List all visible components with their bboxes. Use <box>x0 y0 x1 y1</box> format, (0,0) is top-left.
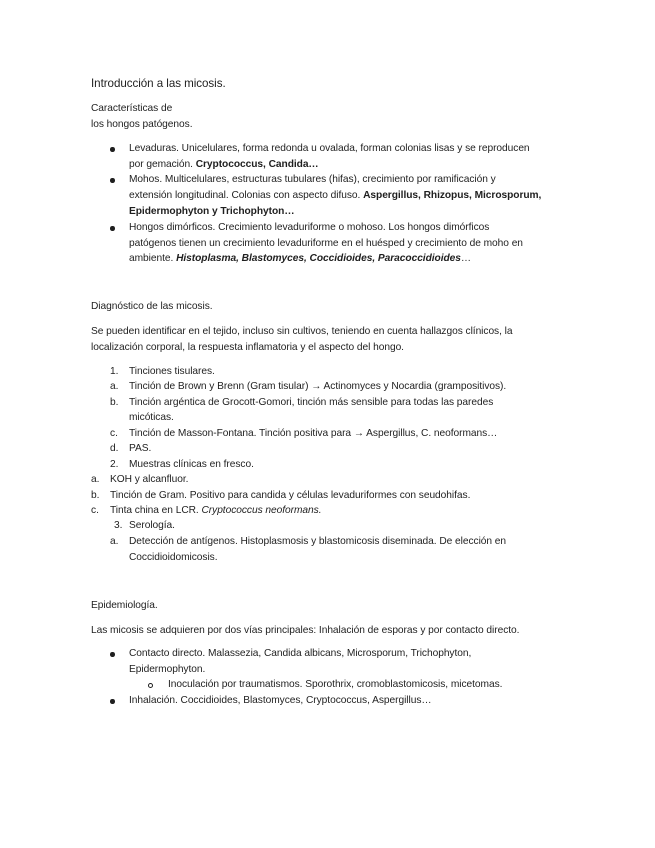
list-marker: 1. <box>110 366 119 377</box>
list-marker: 3. <box>114 520 123 531</box>
list-marker: 2. <box>110 459 119 470</box>
section-heading-characteristics-line2: los hongos patógenos. <box>91 119 193 130</box>
bullet-icon <box>110 699 115 704</box>
list-marker: a. <box>91 474 100 485</box>
list-item: PAS. <box>129 443 152 454</box>
list-marker: c. <box>91 505 99 516</box>
bullet-icon <box>110 147 115 152</box>
paragraph-epidemiology-intro: Las micosis se adquieren por dos vías principales: Inhalación de esporas y por contacto directo. <box>91 625 520 636</box>
list-item-contact-line2: Epidermophyton. <box>129 664 206 675</box>
list-item-dimorficos-line3: ambiente. Histoplasma, Blastomyces, Coccidioides, Paracoccidioides… <box>129 253 472 264</box>
list-item-dimorficos-line2: patógenos tienen un crecimiento levaduriforme en el huésped y crecimiento de moho en <box>129 238 523 249</box>
list-item: Tinción de Masson-Fontana. Tinción positiva para → Aspergillus, C. neoformans… <box>129 428 498 439</box>
list-marker: c. <box>110 428 118 439</box>
list-marker: b. <box>91 490 100 501</box>
list-item: Tinciones tisulares. <box>129 366 215 377</box>
list-item-antigen-line2: Coccidioidomicosis. <box>129 552 218 563</box>
section-heading-epidemiology: Epidemiología. <box>91 600 158 611</box>
section-heading-characteristics: Características de <box>91 103 173 114</box>
list-marker: b. <box>110 397 119 408</box>
list-item-levaduras-line2: por gemación. Cryptococcus, Candida… <box>129 159 319 170</box>
section-heading-diagnosis: Diagnóstico de las micosis. <box>91 301 213 312</box>
list-marker: a. <box>110 536 119 547</box>
page-title: Introducción a las micosis. <box>91 77 226 90</box>
list-item-inhalation: Inhalación. Coccidioides, Blastomyces, Cryptococcus, Aspergillus… <box>129 695 432 706</box>
list-item-levaduras: Levaduras. Unicelulares, forma redonda u ovalada, forman colonias lisas y se reproducen <box>129 143 530 154</box>
bullet-icon <box>110 226 115 231</box>
list-item: Tinción de Brown y Brenn (Gram tisular) → Actinomyces y Nocardia (grampositivos). <box>129 381 507 392</box>
list-item-antigen: Detección de antígenos. Histoplasmosis y blastomicosis diseminada. De elección en <box>129 536 507 547</box>
list-item: Tinción de Gram. Positivo para candida y células levaduriformes con seudohifas. <box>110 490 471 501</box>
list-item-mohos: Mohos. Multicelulares, estructuras tubulares (hifas), crecimiento por ramificación y <box>129 174 496 185</box>
list-item-dimorficos: Hongos dimórficos. Crecimiento levaduriforme o mohoso. Los hongos dimórficos <box>129 222 490 233</box>
list-marker: d. <box>110 443 119 454</box>
list-item: Muestras clínicas en fresco. <box>129 459 254 470</box>
bullet-icon <box>110 652 115 657</box>
list-item-mohos-line3: Epidermophyton y Trichophyton… <box>129 206 295 217</box>
sub-bullet-icon <box>148 683 153 688</box>
paragraph-diagnosis-intro-line2: localización corporal, la respuesta inflamatoria y el aspecto del hongo. <box>91 342 404 353</box>
list-item-serology: Serología. <box>129 520 175 531</box>
list-item-inoculation: Inoculación por traumatismos. Sporothrix, cromoblastomicosis, micetomas. <box>168 679 503 690</box>
list-item-mohos-line2: extensión longitudinal. Colonias con aspecto difuso. Aspergillus, Rhizopus, Microsporum, <box>129 190 542 201</box>
list-item: Tinción argéntica de Grocott-Gomori, tinción más sensible para todas las paredes <box>129 397 494 408</box>
list-item: KOH y alcanfluor. <box>110 474 189 485</box>
list-item-contact: Contacto directo. Malassezia, Candida albicans, Microsporum, Trichophyton, <box>129 648 472 659</box>
list-item-continuation: micóticas. <box>129 412 174 423</box>
list-marker: a. <box>110 381 119 392</box>
paragraph-diagnosis-intro: Se pueden identificar en el tejido, incluso sin cultivos, teniendo en cuenta hallazgos clínicos, la <box>91 326 513 337</box>
list-item: Tinta china en LCR. Cryptococcus neoformans. <box>110 505 322 516</box>
bullet-icon <box>110 178 115 183</box>
